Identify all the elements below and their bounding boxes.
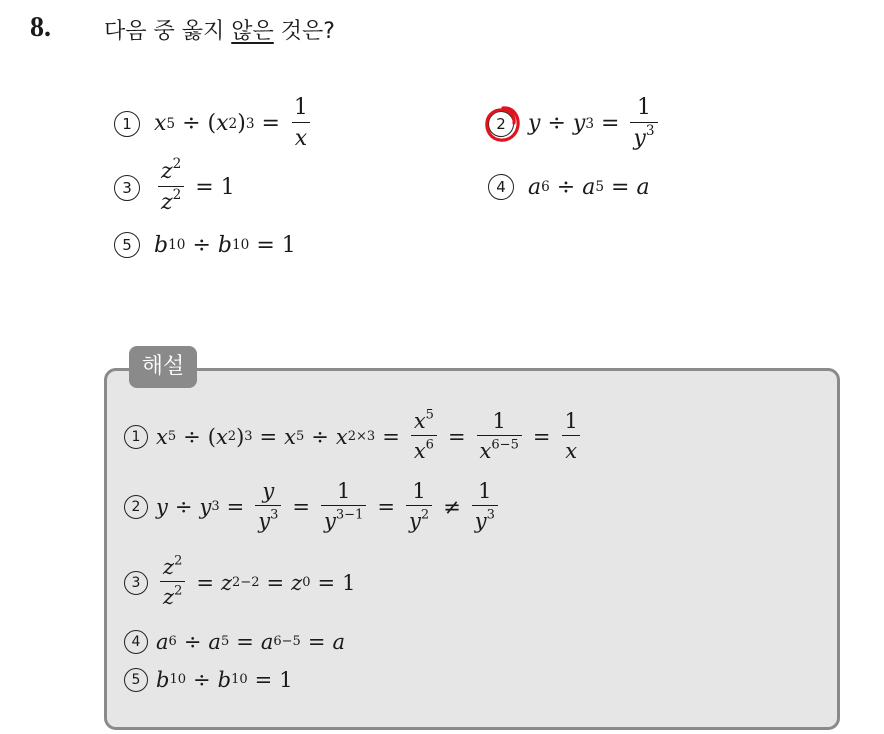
choice-5[interactable]	[114, 232, 296, 258]
choice-4[interactable]	[488, 174, 650, 200]
solution-line-2-expression: y ÷ y 3 = $\frac{y}{y^3}$ = $\frac{1}{y^{3-1}}$ = $\frac{1}{y^2}$ ≠ $\frac{1}{y^3}$	[156, 480, 502, 533]
solution-line-4	[124, 630, 345, 654]
solution-label: 해설	[129, 346, 197, 388]
choice-3[interactable]	[114, 155, 235, 216]
solution-line-1-expression: x 5 ÷ ( x 2 ) 3 = x 5 ÷ x 2×3 = $\frac{x^5}{x^6}$ = $\frac{1}{x^{6-5}}$ = $\frac{1}{x}$	[156, 410, 585, 463]
choice-1[interactable]	[114, 96, 315, 151]
choice-2[interactable]	[488, 96, 662, 151]
solution-line-5-expression: b 10 ÷ b 10 = 1	[156, 668, 293, 692]
choice-number-1: 1	[114, 111, 140, 137]
solution-line-3	[124, 553, 356, 610]
choice-2-expression: y ÷ y 3 = $\frac{1}{y^3}$	[528, 96, 662, 151]
choice-number-3: 3	[114, 175, 140, 201]
choice-number-2	[488, 111, 514, 137]
question-text-after: 것은?	[273, 19, 335, 44]
question-text	[104, 14, 335, 45]
solution-line-4-expression: a 6 ÷ a 5 = a 6−5 = a	[156, 630, 345, 654]
solution-number-1: 1	[124, 425, 148, 449]
choice-4-expression: a 6 ÷ a 5 = a	[528, 174, 650, 200]
question-text-underlined: 않은	[231, 19, 274, 44]
choice-number-4: 4	[488, 174, 514, 200]
solution-number-4: 4	[124, 630, 148, 654]
solution-number-5: 5	[124, 668, 148, 692]
choice-number-5: 5	[114, 232, 140, 258]
solution-line-5	[124, 668, 293, 692]
solution-line-2	[124, 480, 502, 533]
solution-line-3-expression: $\frac{z^2}{z^2}$ = z 2−2 = z 0 = 1	[156, 556, 355, 609]
solution-line-1	[124, 407, 585, 464]
question-number: 8.	[30, 12, 51, 43]
choice-5-expression: b 10 ÷ b 10 = 1	[154, 232, 296, 258]
question-text-before: 다음 중 옳지	[104, 19, 232, 44]
solution-number-3: 3	[124, 571, 148, 595]
choice-number-2-text: 2	[496, 114, 506, 133]
choice-3-expression: $\frac{z^2}{z^2}$ = 1	[154, 160, 235, 215]
choice-1-expression: x 5 ÷ ( x 2 ) 3 = $\frac{1}{x}$	[154, 96, 315, 151]
solution-number-2: 2	[124, 495, 148, 519]
